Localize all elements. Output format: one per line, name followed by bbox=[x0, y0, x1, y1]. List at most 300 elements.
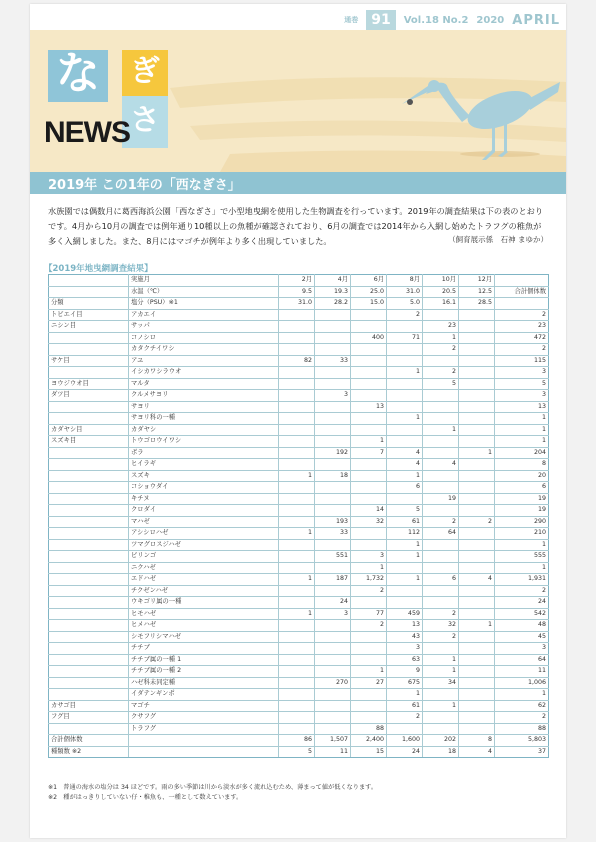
value-cell: 64 bbox=[423, 528, 459, 540]
table-row bbox=[49, 608, 549, 620]
value-cell: 1 bbox=[279, 574, 315, 586]
value-cell: 2 bbox=[495, 309, 549, 321]
label-cell: サヨリ bbox=[129, 401, 279, 413]
value-cell: 202 bbox=[423, 735, 459, 747]
value-cell: 15.0 bbox=[351, 298, 387, 310]
heron-illustration bbox=[30, 30, 566, 172]
value-cell: 13 bbox=[351, 401, 387, 413]
value-cell: 5 bbox=[423, 378, 459, 390]
value-cell: 210 bbox=[495, 528, 549, 540]
label-cell: チクゼンハゼ bbox=[129, 585, 279, 597]
table-row bbox=[49, 723, 549, 735]
issue-info bbox=[344, 10, 560, 30]
value-cell: 6 bbox=[423, 574, 459, 586]
label-cell: アシシロハゼ bbox=[129, 528, 279, 540]
value-cell bbox=[315, 505, 351, 517]
value-cell bbox=[423, 309, 459, 321]
value-cell: 12.5 bbox=[459, 286, 495, 298]
value-cell bbox=[459, 482, 495, 494]
value-cell bbox=[351, 539, 387, 551]
value-cell: 1 bbox=[495, 539, 549, 551]
table-row bbox=[49, 493, 549, 505]
value-cell: 187 bbox=[315, 574, 351, 586]
value-cell bbox=[351, 413, 387, 425]
value-cell: 12月 bbox=[459, 275, 495, 287]
value-cell bbox=[459, 712, 495, 724]
category-cell bbox=[49, 539, 129, 551]
value-cell bbox=[315, 482, 351, 494]
table-row bbox=[49, 654, 549, 666]
logo-sa: さ bbox=[122, 96, 168, 148]
value-cell: 24 bbox=[387, 746, 423, 758]
value-cell bbox=[279, 631, 315, 643]
value-cell: 4 bbox=[387, 447, 423, 459]
value-cell: 1 bbox=[495, 413, 549, 425]
table-row bbox=[49, 355, 549, 367]
logo-na: な bbox=[48, 50, 108, 102]
value-cell: 13 bbox=[387, 620, 423, 632]
value-cell bbox=[459, 551, 495, 563]
value-cell: 3 bbox=[495, 643, 549, 655]
value-cell: 34 bbox=[423, 677, 459, 689]
label-cell: イダテンギンポ bbox=[129, 689, 279, 701]
value-cell: 5.0 bbox=[387, 298, 423, 310]
value-cell bbox=[423, 539, 459, 551]
value-cell: 542 bbox=[495, 608, 549, 620]
table-row bbox=[49, 424, 549, 436]
value-cell bbox=[459, 390, 495, 402]
value-cell: 23 bbox=[495, 321, 549, 333]
label-cell: サヨリ科の一種 bbox=[129, 413, 279, 425]
value-cell bbox=[279, 585, 315, 597]
value-cell bbox=[315, 723, 351, 735]
value-cell bbox=[279, 654, 315, 666]
table-row bbox=[49, 378, 549, 390]
category-cell bbox=[49, 275, 129, 287]
value-cell bbox=[459, 378, 495, 390]
category-cell: ニシン目 bbox=[49, 321, 129, 333]
label-cell: ヒメハゼ bbox=[129, 620, 279, 632]
value-cell: 5,803 bbox=[495, 735, 549, 747]
value-cell bbox=[387, 390, 423, 402]
value-cell bbox=[459, 493, 495, 505]
value-cell: 115 bbox=[495, 355, 549, 367]
value-cell bbox=[423, 436, 459, 448]
label-cell: アユ bbox=[129, 355, 279, 367]
category-cell bbox=[49, 413, 129, 425]
value-cell: 5 bbox=[387, 505, 423, 517]
value-cell bbox=[279, 459, 315, 471]
value-cell bbox=[459, 597, 495, 609]
value-cell: 20.5 bbox=[423, 286, 459, 298]
label-cell: マゴチ bbox=[129, 700, 279, 712]
category-cell: フグ目 bbox=[49, 712, 129, 724]
value-cell: 18 bbox=[315, 470, 351, 482]
label-cell: マルタ bbox=[129, 378, 279, 390]
value-cell bbox=[459, 505, 495, 517]
value-cell bbox=[387, 424, 423, 436]
value-cell bbox=[423, 401, 459, 413]
value-cell bbox=[315, 424, 351, 436]
value-cell: 31.0 bbox=[279, 298, 315, 310]
value-cell: 4月 bbox=[315, 275, 351, 287]
table-row bbox=[49, 447, 549, 459]
value-cell bbox=[315, 332, 351, 344]
label-cell: イシカワシラウオ bbox=[129, 367, 279, 379]
value-cell bbox=[279, 482, 315, 494]
value-cell bbox=[279, 539, 315, 551]
value-cell bbox=[423, 551, 459, 563]
value-cell bbox=[315, 654, 351, 666]
value-cell: 64 bbox=[495, 654, 549, 666]
value-cell bbox=[351, 459, 387, 471]
category-cell bbox=[49, 482, 129, 494]
value-cell: 48 bbox=[495, 620, 549, 632]
value-cell bbox=[459, 528, 495, 540]
label-cell: トラフグ bbox=[129, 723, 279, 735]
table-row bbox=[49, 689, 549, 701]
author-credit: （飼育展示係 石神 まゆか） bbox=[448, 235, 548, 244]
value-cell bbox=[315, 309, 351, 321]
table-row bbox=[49, 516, 549, 528]
value-cell: 1,931 bbox=[495, 574, 549, 586]
value-cell bbox=[315, 666, 351, 678]
header-row bbox=[49, 275, 549, 287]
value-cell bbox=[459, 344, 495, 356]
table-row bbox=[49, 413, 549, 425]
value-cell bbox=[351, 378, 387, 390]
value-cell bbox=[459, 700, 495, 712]
value-cell bbox=[279, 332, 315, 344]
table-row bbox=[49, 597, 549, 609]
value-cell: 2 bbox=[423, 367, 459, 379]
value-cell: 28.2 bbox=[315, 298, 351, 310]
value-cell bbox=[351, 482, 387, 494]
value-cell: 28.5 bbox=[459, 298, 495, 310]
value-cell: 77 bbox=[351, 608, 387, 620]
value-cell bbox=[279, 712, 315, 724]
value-cell: 1 bbox=[387, 539, 423, 551]
value-cell: 2 bbox=[495, 585, 549, 597]
value-cell bbox=[351, 712, 387, 724]
label-cell: チチブ bbox=[129, 643, 279, 655]
table-row bbox=[49, 344, 549, 356]
label-cell: ニクハゼ bbox=[129, 562, 279, 574]
value-cell bbox=[279, 700, 315, 712]
value-cell bbox=[387, 562, 423, 574]
value-cell bbox=[279, 643, 315, 655]
summary-row bbox=[49, 735, 549, 747]
category-cell bbox=[49, 597, 129, 609]
value-cell bbox=[387, 597, 423, 609]
value-cell bbox=[315, 493, 351, 505]
category-cell bbox=[49, 459, 129, 471]
value-cell: 2月 bbox=[279, 275, 315, 287]
value-cell: 37 bbox=[495, 746, 549, 758]
value-cell bbox=[315, 631, 351, 643]
value-cell: 112 bbox=[387, 528, 423, 540]
value-cell bbox=[279, 551, 315, 563]
label-cell: エドハゼ bbox=[129, 574, 279, 586]
value-cell bbox=[459, 689, 495, 701]
value-cell: 32 bbox=[423, 620, 459, 632]
label-cell: チチブ属の一種 2 bbox=[129, 666, 279, 678]
value-cell: 472 bbox=[495, 332, 549, 344]
value-cell: 8 bbox=[495, 459, 549, 471]
title-bar bbox=[30, 172, 566, 194]
value-cell bbox=[351, 597, 387, 609]
value-cell: 2 bbox=[387, 309, 423, 321]
value-cell bbox=[423, 585, 459, 597]
category-cell: ダツ目 bbox=[49, 390, 129, 402]
value-cell: 2 bbox=[423, 608, 459, 620]
value-cell bbox=[351, 309, 387, 321]
value-cell: 1 bbox=[459, 447, 495, 459]
category-cell bbox=[49, 585, 129, 597]
value-cell: 9.5 bbox=[279, 286, 315, 298]
label-cell: ボラ bbox=[129, 447, 279, 459]
value-cell: 8 bbox=[459, 735, 495, 747]
value-cell: 193 bbox=[315, 516, 351, 528]
value-cell: 16.1 bbox=[423, 298, 459, 310]
value-cell bbox=[279, 436, 315, 448]
value-cell: 551 bbox=[315, 551, 351, 563]
value-cell: 6月 bbox=[351, 275, 387, 287]
value-cell: 3 bbox=[387, 643, 423, 655]
value-cell: 24 bbox=[315, 597, 351, 609]
value-cell: 2 bbox=[423, 516, 459, 528]
value-cell: 2 bbox=[351, 620, 387, 632]
table-row bbox=[49, 666, 549, 678]
category-cell bbox=[49, 551, 129, 563]
value-cell: 9 bbox=[387, 666, 423, 678]
category-cell bbox=[49, 643, 129, 655]
value-cell bbox=[459, 309, 495, 321]
footnote-1: ※1 普通の海水の塩分は 34 ほどです。雨の多い季節は川から淡水が多く流れ込むため、薄まって値が低くなります。 bbox=[48, 784, 378, 791]
value-cell bbox=[279, 620, 315, 632]
value-cell bbox=[423, 482, 459, 494]
value-cell: 25.0 bbox=[351, 286, 387, 298]
category-cell: トビエイ目 bbox=[49, 309, 129, 321]
value-cell: 459 bbox=[387, 608, 423, 620]
value-cell bbox=[459, 470, 495, 482]
table-row bbox=[49, 436, 549, 448]
value-cell: 63 bbox=[387, 654, 423, 666]
label-cell: 水温（℃） bbox=[129, 286, 279, 298]
value-cell: 1,006 bbox=[495, 677, 549, 689]
value-cell bbox=[279, 367, 315, 379]
value-cell: 1,600 bbox=[387, 735, 423, 747]
category-cell: カダヤシ目 bbox=[49, 424, 129, 436]
value-cell: 1 bbox=[387, 367, 423, 379]
value-cell: 33 bbox=[315, 528, 351, 540]
value-cell: 10月 bbox=[423, 275, 459, 287]
value-cell bbox=[351, 390, 387, 402]
value-cell bbox=[351, 493, 387, 505]
value-cell bbox=[351, 700, 387, 712]
category-cell bbox=[49, 562, 129, 574]
value-cell bbox=[351, 321, 387, 333]
category-cell bbox=[49, 608, 129, 620]
value-cell: 27 bbox=[351, 677, 387, 689]
table-row bbox=[49, 677, 549, 689]
value-cell: 3 bbox=[495, 390, 549, 402]
value-cell bbox=[279, 344, 315, 356]
value-cell bbox=[351, 654, 387, 666]
value-cell: 1 bbox=[387, 689, 423, 701]
value-cell: 19 bbox=[423, 493, 459, 505]
issue-number: 91 bbox=[366, 10, 395, 30]
value-cell bbox=[351, 528, 387, 540]
value-cell bbox=[459, 424, 495, 436]
table-row bbox=[49, 551, 549, 563]
value-cell bbox=[423, 447, 459, 459]
table-row bbox=[49, 643, 549, 655]
label-cell: 実施月 bbox=[129, 275, 279, 287]
value-cell bbox=[315, 620, 351, 632]
value-cell: 204 bbox=[495, 447, 549, 459]
table-row bbox=[49, 390, 549, 402]
category-cell: ヨウジウオ目 bbox=[49, 378, 129, 390]
survey-results-table bbox=[48, 274, 549, 758]
value-cell: 43 bbox=[387, 631, 423, 643]
article-title: 2019年 この1年の「西なぎさ」 bbox=[48, 178, 241, 193]
value-cell: 1 bbox=[423, 700, 459, 712]
newsletter-page bbox=[30, 4, 566, 838]
category-cell bbox=[49, 332, 129, 344]
value-cell bbox=[459, 585, 495, 597]
label-cell: チチブ属の一種 1 bbox=[129, 654, 279, 666]
value-cell bbox=[423, 712, 459, 724]
label-cell bbox=[129, 735, 279, 747]
value-cell: 20 bbox=[495, 470, 549, 482]
value-cell bbox=[315, 643, 351, 655]
category-cell: 合計個体数 bbox=[49, 735, 129, 747]
category-cell bbox=[49, 493, 129, 505]
value-cell bbox=[459, 539, 495, 551]
label-cell: ツマグロスジハゼ bbox=[129, 539, 279, 551]
category-cell bbox=[49, 367, 129, 379]
value-cell: 3 bbox=[315, 390, 351, 402]
value-cell bbox=[279, 562, 315, 574]
value-cell bbox=[495, 298, 549, 310]
category-cell: サケ目 bbox=[49, 355, 129, 367]
value-cell: 1,732 bbox=[351, 574, 387, 586]
value-cell: 19.3 bbox=[315, 286, 351, 298]
value-cell: 3 bbox=[351, 551, 387, 563]
value-cell: 4 bbox=[387, 459, 423, 471]
value-cell bbox=[459, 654, 495, 666]
value-cell bbox=[423, 355, 459, 367]
label-cell: ヒモハゼ bbox=[129, 608, 279, 620]
label-cell: カダヤシ bbox=[129, 424, 279, 436]
value-cell bbox=[459, 608, 495, 620]
value-cell bbox=[279, 309, 315, 321]
value-cell bbox=[423, 689, 459, 701]
value-cell: 555 bbox=[495, 551, 549, 563]
value-cell: 2 bbox=[387, 712, 423, 724]
value-cell: 1 bbox=[495, 689, 549, 701]
label-cell: アカエイ bbox=[129, 309, 279, 321]
value-cell bbox=[459, 631, 495, 643]
label-cell: カタクチイワシ bbox=[129, 344, 279, 356]
value-cell: 4 bbox=[423, 459, 459, 471]
value-cell bbox=[459, 677, 495, 689]
header-banner bbox=[30, 30, 566, 172]
table-row bbox=[49, 574, 549, 586]
category-cell bbox=[49, 344, 129, 356]
label-cell: キチヌ bbox=[129, 493, 279, 505]
value-cell: 400 bbox=[351, 332, 387, 344]
label-cell: クルメサヨリ bbox=[129, 390, 279, 402]
table-title: 【2019年地曳網調査結果】 bbox=[44, 264, 153, 274]
value-cell bbox=[315, 562, 351, 574]
category-cell bbox=[49, 528, 129, 540]
table-row bbox=[49, 459, 549, 471]
value-cell: 1 bbox=[351, 562, 387, 574]
value-cell: 1 bbox=[495, 562, 549, 574]
table-row bbox=[49, 539, 549, 551]
value-cell: 270 bbox=[315, 677, 351, 689]
value-cell: 32 bbox=[351, 516, 387, 528]
label-cell: クロダイ bbox=[129, 505, 279, 517]
value-cell bbox=[351, 631, 387, 643]
value-cell: 2 bbox=[351, 585, 387, 597]
category-cell bbox=[49, 620, 129, 632]
table-row bbox=[49, 585, 549, 597]
table-row bbox=[49, 631, 549, 643]
value-cell bbox=[351, 470, 387, 482]
category-cell bbox=[49, 654, 129, 666]
value-cell bbox=[459, 413, 495, 425]
value-cell: 1 bbox=[387, 413, 423, 425]
value-cell bbox=[315, 459, 351, 471]
value-cell: 1 bbox=[423, 424, 459, 436]
value-cell bbox=[351, 643, 387, 655]
category-cell bbox=[49, 505, 129, 517]
value-cell bbox=[315, 436, 351, 448]
category-cell bbox=[49, 677, 129, 689]
value-cell bbox=[387, 401, 423, 413]
value-cell bbox=[459, 459, 495, 471]
category-cell bbox=[49, 666, 129, 678]
value-cell bbox=[315, 321, 351, 333]
intro-text: 水族園では偶数月に葛西海浜公園「西なぎさ」で小型地曳網を使用した生物調査を行っています。2019年の調査結果は下の表のとおりです。4月から10月の調査では例年通り10種以上の魚種が確認されており、6月の調査では2014年から入網し始めたトラフグの稚魚が多く入網しました。また、8月にはマゴチが例年より多く出現していました。 bbox=[48, 206, 544, 246]
label-cell bbox=[129, 746, 279, 758]
value-cell bbox=[315, 689, 351, 701]
value-cell: 4 bbox=[459, 746, 495, 758]
value-cell bbox=[279, 666, 315, 678]
value-cell: 1 bbox=[495, 424, 549, 436]
value-cell: 6 bbox=[387, 482, 423, 494]
value-cell bbox=[351, 424, 387, 436]
value-cell: 1 bbox=[387, 470, 423, 482]
value-cell bbox=[423, 597, 459, 609]
table-row bbox=[49, 712, 549, 724]
table-row bbox=[49, 470, 549, 482]
issue-year: 2020 bbox=[476, 14, 505, 26]
category-cell bbox=[49, 631, 129, 643]
value-cell: 88 bbox=[351, 723, 387, 735]
value-cell: 1 bbox=[279, 470, 315, 482]
value-cell: 19 bbox=[495, 505, 549, 517]
value-cell bbox=[279, 390, 315, 402]
value-cell: 4 bbox=[459, 574, 495, 586]
value-cell: 62 bbox=[495, 700, 549, 712]
table-row bbox=[49, 562, 549, 574]
label-cell: ヒイラギ bbox=[129, 459, 279, 471]
value-cell bbox=[387, 723, 423, 735]
